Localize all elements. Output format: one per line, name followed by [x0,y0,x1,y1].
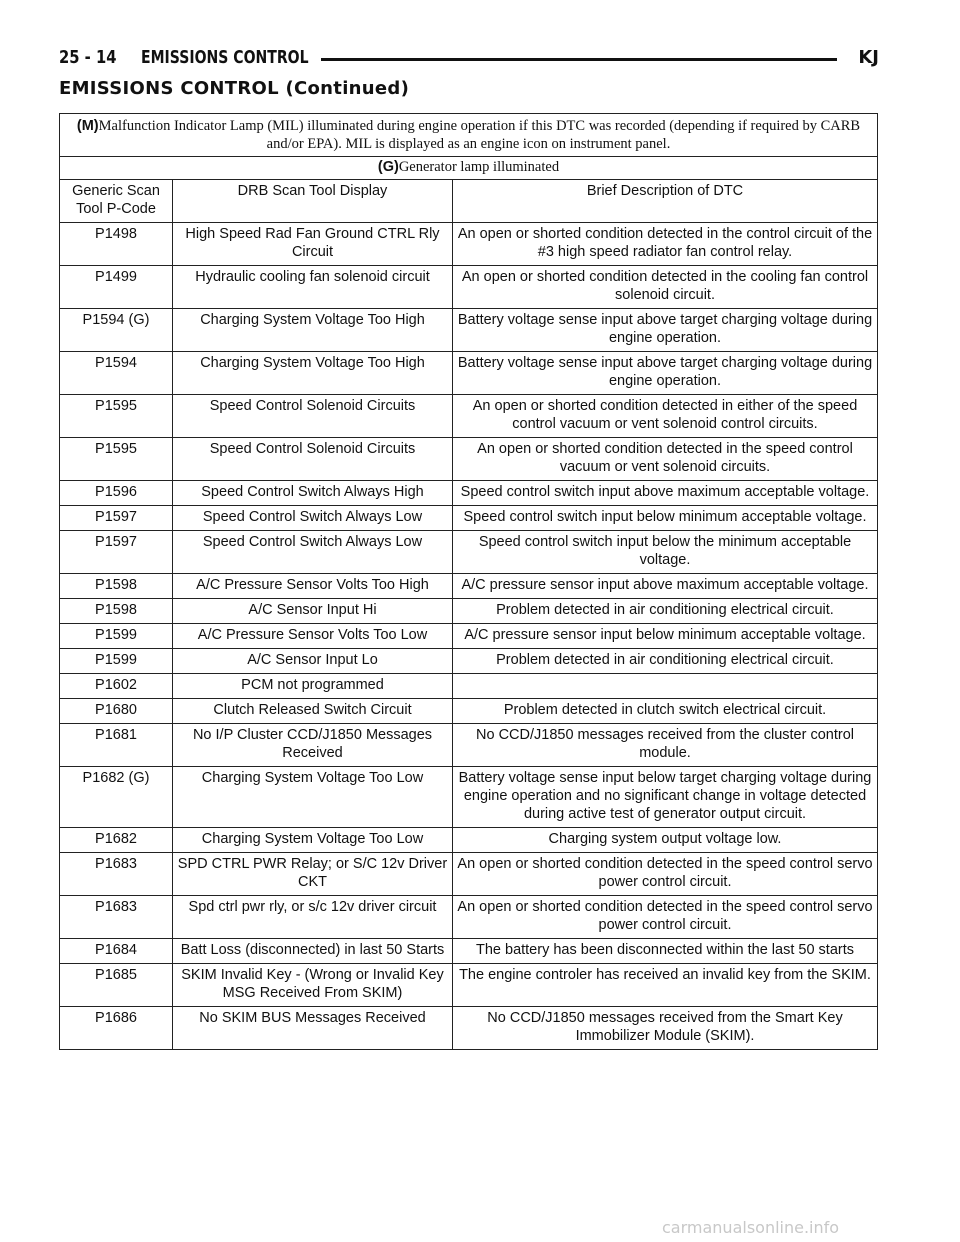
description-cell: A/C pressure sensor input above maximum acceptable voltage. [453,574,878,599]
description-cell: Charging system output voltage low. [453,828,878,853]
header-rule [321,58,837,61]
mil-marker: (M) [76,118,99,134]
description-cell: Battery voltage sense input above target charging voltage during engine operation. [453,352,878,395]
table-row [60,939,878,964]
dtc-table [59,113,878,1050]
description-cell: Battery voltage sense input below target charging voltage during engine operation and no significant change in voltage detected during active test of generator output circuit. [453,767,878,828]
drb-display-cell: Speed Control Switch Always Low [173,506,453,531]
description-cell: Speed control switch input above maximum acceptable voltage. [453,481,878,506]
page-subtitle: EMISSIONS CONTROL (Continued) [59,78,410,99]
table-row [60,266,878,309]
drb-display-cell: No I/P Cluster CCD/J1850 Messages Received [173,724,453,767]
mil-note [60,114,878,157]
description-cell: An open or shorted condition detected in the cooling fan control solenoid circuit. [453,266,878,309]
table-row [60,309,878,352]
drb-display-cell: Charging System Voltage Too High [173,352,453,395]
drb-display-cell: No SKIM BUS Messages Received [173,1007,453,1050]
dtc-code-cell: P1499 [60,266,173,309]
dtc-code-cell: P1602 [60,674,173,699]
description-cell: An open or shorted condition detected in either of the speed control vacuum or vent solenoid control circuits. [453,395,878,438]
dtc-code-cell: P1681 [60,724,173,767]
table-row [60,896,878,939]
table-row [60,699,878,724]
dtc-code-cell: P1498 [60,223,173,266]
dtc-code-cell: P1684 [60,939,173,964]
dtc-code-cell: P1597 [60,531,173,574]
drb-display-cell: Spd ctrl pwr rly, or s/c 12v driver circuit [173,896,453,939]
header-drb-display: DRB Scan Tool Display [173,180,453,223]
dtc-code-cell: P1599 [60,649,173,674]
table-row [60,352,878,395]
table-row [60,624,878,649]
table-row [60,649,878,674]
drb-display-cell: A/C Pressure Sensor Volts Too Low [173,624,453,649]
table-row [60,767,878,828]
description-cell [453,674,878,699]
section-title: EMISSIONS CONTROL [141,47,309,68]
dtc-code-cell: P1682 [60,828,173,853]
drb-display-cell: Charging System Voltage Too High [173,309,453,352]
description-cell: Speed control switch input below minimum acceptable voltage. [453,506,878,531]
dtc-code-cell: P1683 [60,896,173,939]
dtc-code-cell: P1683 [60,853,173,896]
table-row [60,531,878,574]
description-cell: Problem detected in air conditioning electrical circuit. [453,599,878,624]
header-pcode: Generic Scan Tool P-Code [60,180,173,223]
dtc-code-cell: P1595 [60,438,173,481]
drb-display-cell: PCM not programmed [173,674,453,699]
table-row [60,853,878,896]
description-cell: Battery voltage sense input above target charging voltage during engine operation. [453,309,878,352]
description-cell: No CCD/J1850 messages received from the cluster control module. [453,724,878,767]
page-number: 25 - 14 [59,47,117,68]
table-row [60,599,878,624]
description-cell: Speed control switch input below the minimum acceptable voltage. [453,531,878,574]
dtc-code-cell: P1594 (G) [60,309,173,352]
description-cell: An open or shorted condition detected in the speed control servo power control circuit. [453,853,878,896]
dtc-code-cell: P1598 [60,599,173,624]
dtc-code-cell: P1598 [60,574,173,599]
table-row [60,964,878,1007]
drb-display-cell: High Speed Rad Fan Ground CTRL Rly Circuit [173,223,453,266]
dtc-code-cell: P1682 (G) [60,767,173,828]
page-header [59,47,879,71]
drb-display-cell: Speed Control Solenoid Circuits [173,438,453,481]
mil-note-text: Malfunction Indicator Lamp (MIL) illuminated during engine operation if this DTC was recorded (depending if required by CARB and/or EPA). MIL is displayed as an engine icon on instrument panel. [98,118,861,152]
drb-display-cell: A/C Sensor Input Hi [173,599,453,624]
table-row [60,506,878,531]
drb-display-cell: Speed Control Switch Always High [173,481,453,506]
dtc-code-cell: P1596 [60,481,173,506]
description-cell: A/C pressure sensor input below minimum acceptable voltage. [453,624,878,649]
generator-note [60,157,878,180]
description-cell: Problem detected in air conditioning electrical circuit. [453,649,878,674]
table-header-row [60,180,878,223]
mil-note-row [60,114,878,157]
table-row [60,223,878,266]
table-row [60,1007,878,1050]
drb-display-cell: SKIM Invalid Key - (Wrong or Invalid Key MSG Received From SKIM) [173,964,453,1007]
drb-display-cell: Speed Control Switch Always Low [173,531,453,574]
drb-display-cell: Hydraulic cooling fan solenoid circuit [173,266,453,309]
dtc-code-cell: P1680 [60,699,173,724]
description-cell: The engine controler has received an invalid key from the SKIM. [453,964,878,1007]
generator-note-text: Generator lamp illuminated [398,159,560,175]
watermark: carmanualsonline.info [662,1218,840,1237]
dtc-code-cell: P1594 [60,352,173,395]
description-cell: Problem detected in clutch switch electrical circuit. [453,699,878,724]
dtc-code-cell: P1597 [60,506,173,531]
drb-display-cell: Charging System Voltage Too Low [173,767,453,828]
generator-note-row [60,157,878,180]
dtc-code-cell: P1595 [60,395,173,438]
drb-display-cell: Batt Loss (disconnected) in last 50 Starts [173,939,453,964]
description-cell: No CCD/J1850 messages received from the Smart Key Immobilizer Module (SKIM). [453,1007,878,1050]
generator-marker: (G) [377,159,399,175]
description-cell: An open or shorted condition detected in the speed control vacuum or vent solenoid circuits. [453,438,878,481]
drb-display-cell: SPD CTRL PWR Relay; or S/C 12v Driver CKT [173,853,453,896]
dtc-code-cell: P1599 [60,624,173,649]
table-row [60,828,878,853]
drb-display-cell: Charging System Voltage Too Low [173,828,453,853]
dtc-code-cell: P1686 [60,1007,173,1050]
description-cell: The battery has been disconnected within the last 50 starts [453,939,878,964]
description-cell: An open or shorted condition detected in the control circuit of the #3 high speed radiator fan control relay. [453,223,878,266]
table-row [60,481,878,506]
model-code: KJ [858,47,879,68]
header-description: Brief Description of DTC [453,180,878,223]
table-row [60,674,878,699]
drb-display-cell: Speed Control Solenoid Circuits [173,395,453,438]
table-row [60,574,878,599]
table-row [60,724,878,767]
table-row [60,395,878,438]
description-cell: An open or shorted condition detected in the speed control servo power control circuit. [453,896,878,939]
table-row [60,438,878,481]
drb-display-cell: A/C Sensor Input Lo [173,649,453,674]
drb-display-cell: Clutch Released Switch Circuit [173,699,453,724]
dtc-code-cell: P1685 [60,964,173,1007]
drb-display-cell: A/C Pressure Sensor Volts Too High [173,574,453,599]
